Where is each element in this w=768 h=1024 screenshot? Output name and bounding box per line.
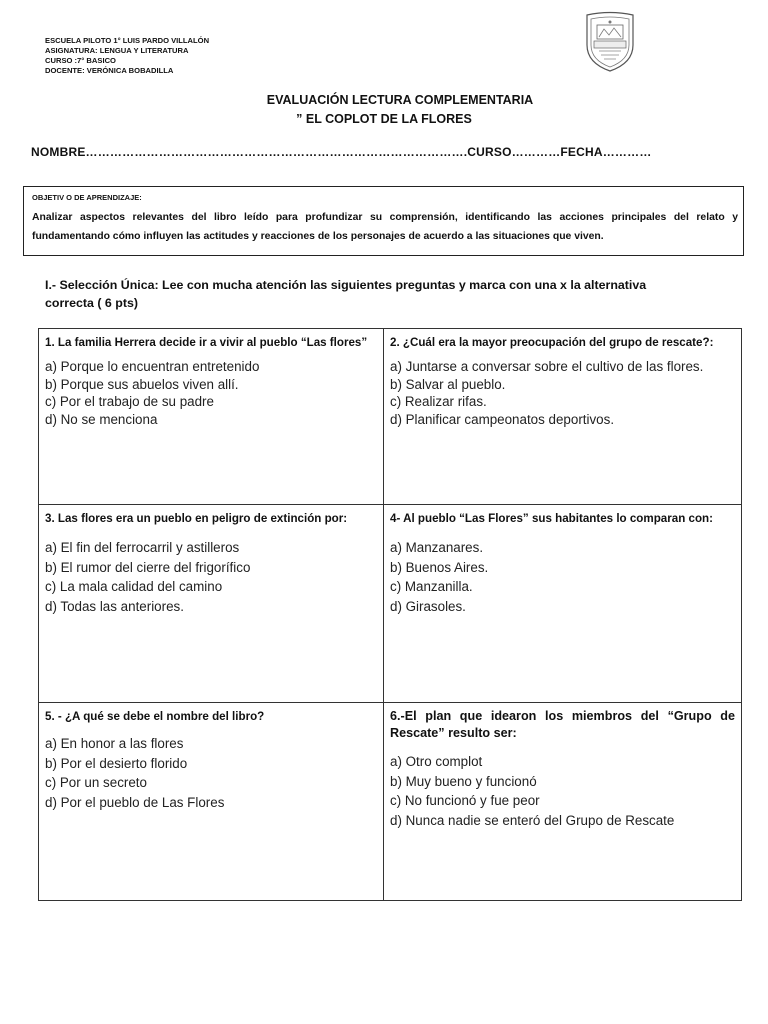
question-text: 6.-El plan que idearon los miembros del “Grupo de Rescate” resulto ser: (390, 709, 735, 740)
option[interactable]: d) Planificar campeonatos deportivos. (390, 411, 615, 427)
option[interactable]: b) Por el desierto florido (45, 755, 188, 771)
question-text: 1. La familia Herrera decide ir a vivir al pueblo “Las flores” (45, 336, 368, 349)
question-cell (39, 505, 384, 703)
option[interactable]: b) Porque sus abuelos viven allí. (45, 376, 239, 392)
question-cell (384, 329, 742, 505)
school-info (45, 36, 209, 76)
option[interactable]: a) Juntarse a conversar sobre el cultivo de las flores. (390, 359, 704, 374)
question-text: 4- Al pueblo “Las Flores” sus habitantes lo comparan con: (390, 512, 713, 525)
option[interactable]: d) Girasoles. (390, 598, 466, 614)
option[interactable]: b) Buenos Aires. (390, 559, 489, 575)
question-cell (384, 505, 742, 703)
option[interactable]: a) Manzanares. (390, 540, 484, 555)
school-crest-icon (581, 11, 639, 73)
option[interactable]: d) Por el pueblo de Las Flores (45, 794, 225, 810)
school-name: ESCUELA PILOTO 1° LUIS PARDO VILLALÓN (45, 36, 210, 45)
option[interactable]: c) Por un secreto (45, 775, 147, 791)
page-title: EVALUACIÓN LECTURA COMPLEMENTARIA (266, 93, 534, 107)
objective-box (23, 186, 744, 256)
option[interactable]: c) Manzanilla. (390, 579, 473, 595)
book-title: ” EL COPLOT DE LA FLORES (296, 112, 472, 126)
question-cell (384, 703, 742, 901)
objective-label: OBJETIV O DE APRENDIZAJE: (32, 193, 142, 202)
subject: ASIGNATURA: LENGUA Y LITERATURA (45, 46, 189, 55)
option[interactable]: c) La mala calidad del camino (45, 579, 223, 595)
questions-table (38, 328, 742, 901)
option[interactable]: a) Porque lo encuentran entretenido (45, 359, 260, 374)
question-cell (39, 329, 384, 505)
question-text: 5. - ¿A qué se debe el nombre del libro? (45, 710, 265, 723)
option[interactable]: b) Muy bueno y funcionó (390, 773, 537, 789)
question-cell (39, 703, 384, 901)
student-info-line: NOMBRE………………………………………………………………………………….CURSO…………FECHA………… (31, 145, 652, 159)
option[interactable]: c) No funcionó y fue peor (390, 793, 540, 809)
option[interactable]: d) Todas las anteriores. (45, 598, 184, 614)
objective-text: Analizar aspectos relevantes del libro leído para profundizar su comprensión, identificando las acciones principales del relato y fundamentando cómo influyen las actitudes y reacciones de los personajes de acuerdo a las situaciones que viven. (32, 212, 738, 242)
question-text: 3. Las flores era un pueblo en peligro de extinción por: (45, 512, 348, 525)
option[interactable]: a) Otro complot (390, 754, 483, 769)
teacher: DOCENTE: VERÓNICA BOBADILLA (45, 66, 174, 75)
course: CURSO :7° BASICO (45, 56, 116, 65)
option[interactable]: b) El rumor del cierre del frigorífico (45, 559, 251, 575)
option[interactable]: a) El fin del ferrocarril y astilleros (45, 540, 240, 555)
instructions: I.- Selección Única: Lee con mucha atención las siguientes preguntas y marca con una x la alternativa correcta ( 6 pts) (45, 278, 647, 310)
option[interactable]: b) Salvar al pueblo. (390, 376, 506, 392)
option[interactable]: c) Realizar rifas. (390, 394, 487, 409)
question-text: 2. ¿Cuál era la mayor preocupación del grupo de rescate?: (390, 336, 714, 349)
option[interactable]: a) En honor a las flores (45, 736, 184, 751)
option[interactable]: c) Por el trabajo de su padre (45, 394, 214, 409)
option[interactable]: d) Nunca nadie se enteró del Grupo de Rescate (390, 812, 675, 828)
option[interactable]: d) No se menciona (45, 411, 158, 427)
